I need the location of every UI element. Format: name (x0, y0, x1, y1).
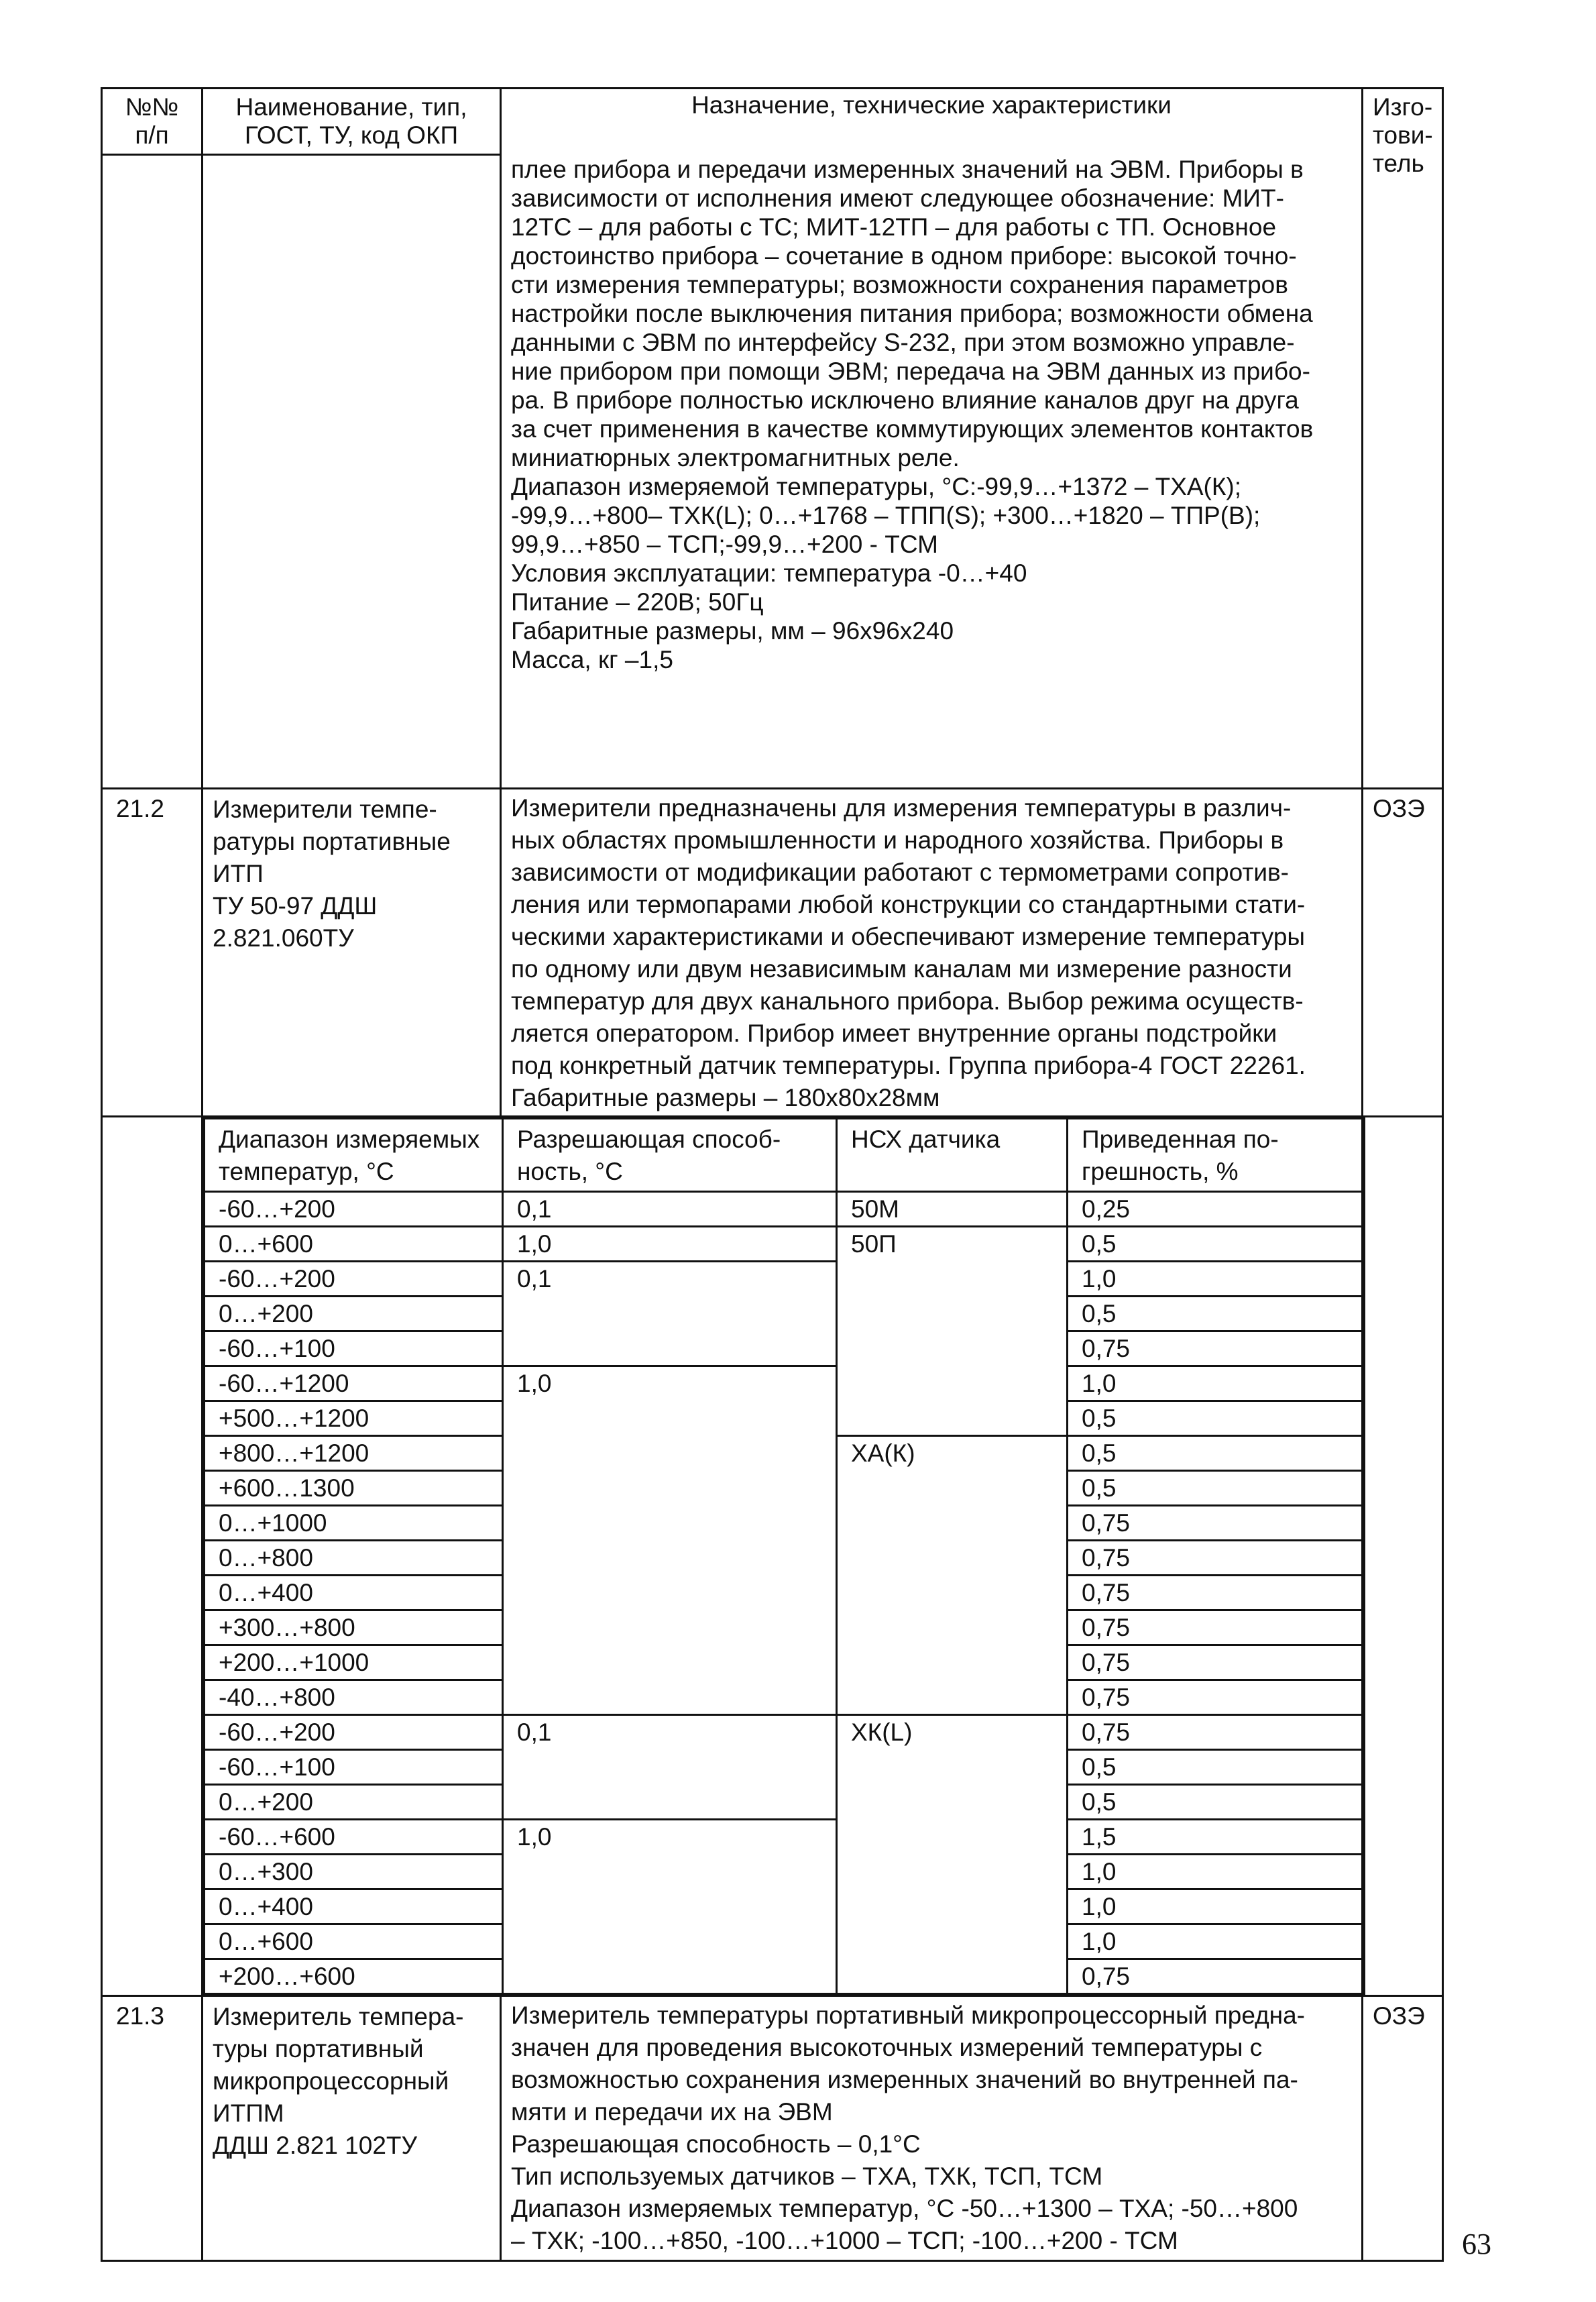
error-cell: 0,75 (1068, 1576, 1365, 1610)
header-row (102, 89, 1443, 155)
error-cell: 0,5 (1068, 1297, 1365, 1331)
description-line: Диапазон измеряемых температур, °С -50…+1300 – ТХА; -50…+800 (511, 2195, 1298, 2222)
description-line: ных областях промышленности и народного хозяйства. Приборы в (511, 826, 1284, 854)
resolution-cell: 1,0 (503, 1227, 837, 1262)
error-cell: 1,0 (1068, 1262, 1365, 1297)
page-number: 63 (1462, 2228, 1491, 2260)
sensor-cell (837, 1889, 1068, 1924)
sensor-cell: 50П (837, 1227, 1068, 1262)
resolution-cell (503, 1297, 837, 1331)
header-maker-line: Изго- (1373, 93, 1433, 121)
error-cell: 0,75 (1068, 1331, 1365, 1366)
range-cell: +300…+800 (205, 1610, 503, 1645)
sensor-cell (837, 1297, 1068, 1331)
range-cell: -60…+600 (205, 1820, 503, 1855)
specs-header-line: Приведенная по- (1082, 1126, 1279, 1153)
entry-name-line: ИТПМ (213, 2099, 284, 2127)
entry-maker: ОЗЭ (1363, 789, 1443, 1117)
error-cell: 0,75 (1068, 1610, 1365, 1645)
range-cell: +500…+1200 (205, 1401, 503, 1436)
sensor-cell (837, 1680, 1068, 1715)
range-cell: -60…+1200 (205, 1366, 503, 1401)
sensor-cell (837, 1610, 1068, 1645)
error-cell: 0,75 (1068, 1506, 1365, 1541)
specs-header-line: Разрешающая способ- (517, 1126, 781, 1153)
error-cell: 1,0 (1068, 1889, 1365, 1924)
specs-header-line: температур, °С (219, 1158, 394, 1185)
entry-maker: ОЗЭ (1363, 1996, 1443, 2261)
specs-row (205, 1645, 1365, 1680)
description-line: достоинство прибора – сочетание в одном приборе: высокой точно- (511, 242, 1297, 270)
description-line: возможностью сохранения измеренных значений во внутренней па- (511, 2066, 1298, 2093)
resolution-cell (503, 1959, 837, 1994)
header-name-line: Наименование, тип, (235, 93, 467, 121)
resolution-cell (503, 1610, 837, 1645)
range-cell: 0…+800 (205, 1541, 503, 1576)
description-line: мяти и передачи их на ЭВМ (511, 2098, 833, 2126)
specs-row (205, 1855, 1365, 1889)
range-cell: -60…+200 (205, 1192, 503, 1227)
header-number-line: п/п (135, 121, 169, 149)
entry-number: 21.3 (102, 1996, 203, 2261)
specs-row (205, 1576, 1365, 1610)
resolution-cell (503, 1924, 837, 1959)
error-cell: 0,5 (1068, 1750, 1365, 1785)
specs-row (205, 1331, 1365, 1366)
specs-row (205, 1541, 1365, 1576)
entry-name-line: Измеритель темпера- (213, 2003, 464, 2030)
specs-row (205, 1297, 1365, 1331)
description-line: Условия эксплуатации: температура -0…+40 (511, 559, 1027, 587)
specs-row (205, 1262, 1365, 1297)
description-line: под конкретный датчик температуры. Группа прибора-4 ГОСТ 22261. (511, 1052, 1306, 1079)
sensor-cell (837, 1820, 1068, 1855)
specs-header-range (205, 1119, 503, 1192)
error-cell: 0,5 (1068, 1436, 1365, 1471)
sensor-cell (837, 1645, 1068, 1680)
specs-row (205, 1227, 1365, 1262)
sensor-cell (837, 1506, 1068, 1541)
specs-row (205, 1785, 1365, 1820)
range-cell: -60…+200 (205, 1715, 503, 1750)
specs-number-spacer (102, 1117, 203, 1996)
error-cell: 0,75 (1068, 1645, 1365, 1680)
sensor-cell (837, 1471, 1068, 1506)
continuation-name (203, 155, 501, 789)
specs-row (205, 1680, 1365, 1715)
resolution-cell (503, 1471, 837, 1506)
sensor-cell (837, 1541, 1068, 1576)
range-cell: 0…+400 (205, 1889, 503, 1924)
description-line: Измеритель температуры портативный микропроцессорный предна- (511, 2002, 1305, 2029)
resolution-cell (503, 1750, 837, 1785)
range-cell: +600…1300 (205, 1471, 503, 1506)
entry-name-line: ДДШ 2.821 102ТУ (213, 2132, 418, 2159)
sensor-cell: ХА(К) (837, 1436, 1068, 1471)
specs-header-row (205, 1119, 1365, 1192)
description-line: Питание – 220В; 50Гц (511, 588, 764, 616)
sensor-cell (837, 1924, 1068, 1959)
sensor-cell: 50М (837, 1192, 1068, 1227)
entry-row-21-3 (102, 1996, 1443, 2261)
specs-row (205, 1924, 1365, 1959)
resolution-cell: 0,1 (503, 1715, 837, 1750)
resolution-cell (503, 1541, 837, 1576)
header-purpose: Назначение, технические характеристики (691, 91, 1172, 119)
error-cell: 0,75 (1068, 1959, 1365, 1994)
resolution-cell (503, 1436, 837, 1471)
error-cell: 1,5 (1068, 1820, 1365, 1855)
resolution-cell (503, 1680, 837, 1715)
resolution-cell: 1,0 (503, 1820, 837, 1855)
resolution-cell: 0,1 (503, 1192, 837, 1227)
description-line: -99,9…+800– ТХК(L); 0…+1768 – ТПП(S); +300…+1820 – ТПР(В); (511, 502, 1261, 529)
error-cell: 0,5 (1068, 1401, 1365, 1436)
error-cell: 0,5 (1068, 1785, 1365, 1820)
specs-row (205, 1366, 1365, 1401)
specs-header-line: ность, °С (517, 1158, 623, 1185)
specs-header-error (1068, 1119, 1365, 1192)
specs-row (205, 1715, 1365, 1750)
resolution-cell (503, 1401, 837, 1436)
description-line: ра. В приборе полностью исключено влияние каналов друг на друга (511, 386, 1299, 414)
specs-row (102, 1117, 1443, 1996)
sensor-cell: ХК(L) (837, 1715, 1068, 1750)
entry-description-lines (511, 1999, 1352, 2257)
description-line: Габаритные размеры – 180х80х28мм (511, 1084, 940, 1111)
entry-row-21-2 (102, 789, 1443, 1117)
range-cell: +200…+600 (205, 1959, 503, 1994)
description-line: Разрешающая способность – 0,1°С (511, 2130, 921, 2158)
continued-description-cell (501, 89, 1363, 789)
description-line: плее прибора и передачи измеренных значений на ЭВМ. Приборы в (511, 156, 1304, 183)
entry-name-line: ТУ 50-97 ДДШ (213, 892, 378, 920)
description-line: – ТХК; -100…+850, -100…+1000 – ТСП; -100…+200 - ТСМ (511, 2227, 1178, 2254)
specs-header-resolution (503, 1119, 837, 1192)
error-cell: 0,75 (1068, 1541, 1365, 1576)
sensor-cell (837, 1401, 1068, 1436)
entry-description (501, 789, 1363, 1117)
sensor-cell (837, 1331, 1068, 1366)
header-maker-line: тель (1373, 150, 1424, 177)
specs-subtable (203, 1117, 1365, 1995)
header-number-line: №№ (125, 93, 179, 121)
specs-header-line: Диапазон измеряемых (219, 1126, 480, 1153)
description-line: Измерители предназначены для измерения температуры в различ- (511, 794, 1292, 822)
specs-row (205, 1750, 1365, 1785)
entry-description-lines (511, 792, 1352, 1114)
range-cell: 0…+400 (205, 1576, 503, 1610)
specs-subtable-cell (203, 1117, 1363, 1996)
sensor-cell (837, 1750, 1068, 1785)
entry-description (501, 1996, 1363, 2261)
specs-row (205, 1889, 1365, 1924)
specs-header-line: НСХ датчика (851, 1126, 1001, 1153)
continued-description (511, 155, 1352, 674)
specs-body (205, 1192, 1365, 1994)
specs-header-line: грешность, % (1082, 1158, 1239, 1185)
sensor-cell (837, 1855, 1068, 1889)
header-name-line: ГОСТ, ТУ, код ОКП (244, 121, 459, 149)
header-maker-line: тови- (1373, 121, 1433, 149)
specs-row (205, 1471, 1365, 1506)
entry-name-line: Измерители темпе- (213, 796, 437, 823)
sensor-cell (837, 1576, 1068, 1610)
range-cell: 0…+300 (205, 1855, 503, 1889)
error-cell: 0,5 (1068, 1471, 1365, 1506)
description-line: зависимости от исполнения имеют следующее обозначение: МИТ- (511, 184, 1284, 212)
specs-row (205, 1820, 1365, 1855)
resolution-cell: 0,1 (503, 1262, 837, 1297)
resolution-cell (503, 1855, 837, 1889)
error-cell: 0,75 (1068, 1715, 1365, 1750)
error-cell: 0,75 (1068, 1680, 1365, 1715)
resolution-cell: 1,0 (503, 1366, 837, 1401)
range-cell: -60…+200 (205, 1262, 503, 1297)
description-line: данными с ЭВМ по интерфейсу S-232, при этом возможно управле- (511, 329, 1295, 356)
entry-name-line: ИТП (213, 860, 264, 887)
range-cell: 0…+200 (205, 1785, 503, 1820)
entry-name-line: 2.821.060ТУ (213, 924, 354, 952)
description-line: Диапазон измеряемой температуры, °С:-99,9…+1372 – ТХА(К); (511, 473, 1242, 500)
description-line: Масса, кг –1,5 (511, 646, 673, 673)
header-name (203, 89, 501, 155)
description-line: настройки после выключения питания прибора; возможности обмена (511, 300, 1313, 327)
description-line: 99,9…+850 – ТСП;-99,9…+200 - ТСМ (511, 531, 938, 558)
range-cell: 0…+600 (205, 1227, 503, 1262)
entry-name-line: ратуры портативные (213, 828, 451, 855)
description-line: сти измерения температуры; возможности сохранения параметров (511, 271, 1288, 298)
description-line: за счет применения в качестве коммутирующих элементов контактов (511, 415, 1314, 443)
entry-number: 21.2 (102, 789, 203, 1117)
range-cell: -40…+800 (205, 1680, 503, 1715)
description-line: температур для двух канального прибора. Выбор режима осуществ- (511, 987, 1304, 1015)
resolution-cell (503, 1331, 837, 1366)
range-cell: 0…+200 (205, 1297, 503, 1331)
description-line: зависимости от модификации работают с термометрами сопротив- (511, 859, 1289, 886)
entry-name (203, 1996, 501, 2261)
header-maker (1363, 89, 1443, 789)
specs-header-sensor (837, 1119, 1068, 1192)
description-line: Тип используемых датчиков – ТХА, ТХК, ТСП, ТСМ (511, 2162, 1103, 2190)
specs-maker-spacer (1363, 1117, 1443, 1996)
sensor-cell (837, 1366, 1068, 1401)
resolution-cell (503, 1785, 837, 1820)
error-cell: 1,0 (1068, 1924, 1365, 1959)
description-line: значен для проведения высокоточных измерений температуры с (511, 2034, 1263, 2061)
error-cell: 1,0 (1068, 1366, 1365, 1401)
resolution-cell (503, 1889, 837, 1924)
description-line: миниатюрных электромагнитных реле. (511, 444, 960, 472)
description-line: Габаритные размеры, мм – 96х96х240 (511, 617, 954, 645)
entry-name-line: туры портативный (213, 2035, 424, 2063)
range-cell: 0…+600 (205, 1924, 503, 1959)
description-line: ние прибором при помощи ЭВМ; передача на ЭВМ данных из прибо- (511, 358, 1310, 385)
resolution-cell (503, 1576, 837, 1610)
sensor-cell (837, 1959, 1068, 1994)
sensor-cell (837, 1262, 1068, 1297)
entry-name-line: микропроцессорный (213, 2067, 449, 2095)
resolution-cell (503, 1645, 837, 1680)
header-number (102, 89, 203, 155)
specs-row (205, 1192, 1365, 1227)
sensor-cell (837, 1785, 1068, 1820)
specs-row (205, 1401, 1365, 1436)
range-cell: -60…+100 (205, 1750, 503, 1785)
description-line: ления или термопарами любой конструкции со стандартными стати- (511, 891, 1306, 918)
error-cell: 0,25 (1068, 1192, 1365, 1227)
error-cell: 1,0 (1068, 1855, 1365, 1889)
error-cell: 0,5 (1068, 1227, 1365, 1262)
description-line: по одному или двум независимым каналам ми измерение разности (511, 955, 1292, 983)
entry-name (203, 789, 501, 1117)
description-line: ляется оператором. Прибор имеет внутренние органы подстройки (511, 1020, 1277, 1047)
specs-row (205, 1436, 1365, 1471)
range-cell: +200…+1000 (205, 1645, 503, 1680)
resolution-cell (503, 1506, 837, 1541)
equipment-table (101, 87, 1444, 2262)
specs-row (205, 1506, 1365, 1541)
description-line: ческими характеристиками и обеспечивают измерение температуры (511, 923, 1306, 950)
range-cell: +800…+1200 (205, 1436, 503, 1471)
range-cell: 0…+1000 (205, 1506, 503, 1541)
specs-row (205, 1959, 1365, 1994)
continuation-number (102, 155, 203, 789)
specs-row (205, 1610, 1365, 1645)
range-cell: -60…+100 (205, 1331, 503, 1366)
description-line: 12ТС – для работы с ТС; МИТ-12ТП – для работы с ТП. Основное (511, 213, 1277, 241)
